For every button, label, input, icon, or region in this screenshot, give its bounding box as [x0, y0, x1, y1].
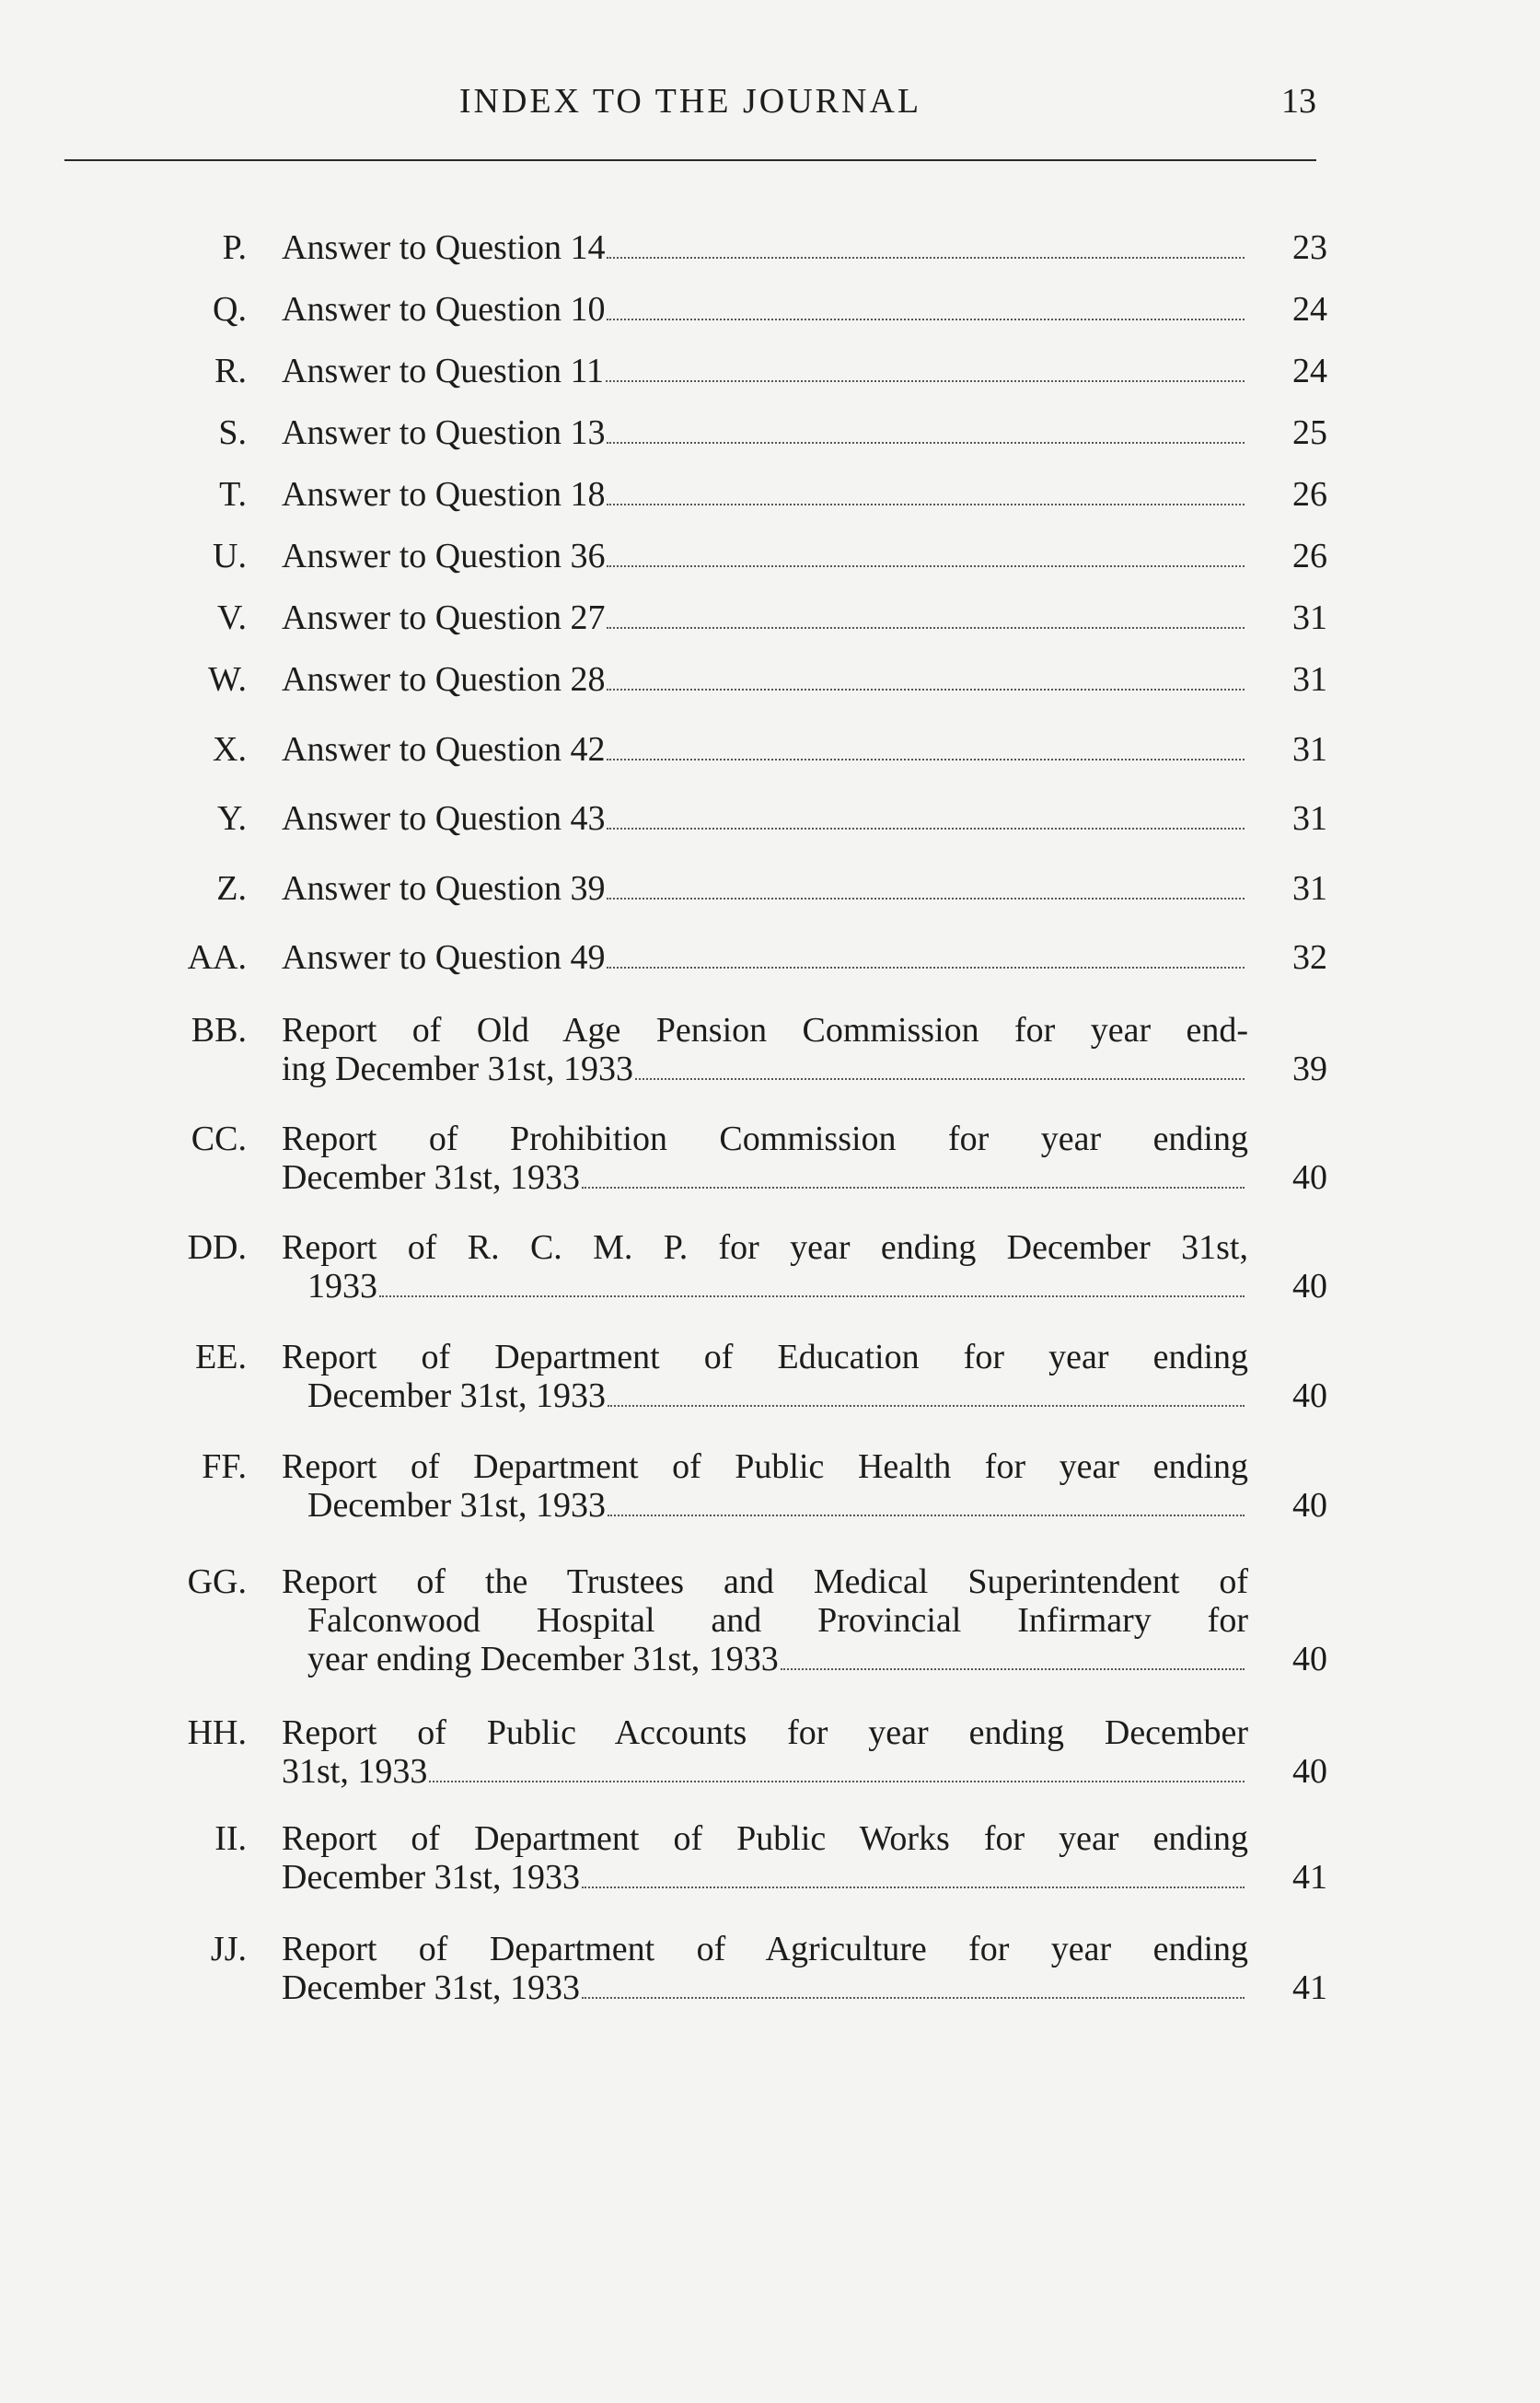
entry-line: Report of the Trustees and Medical Superintendent of [282, 1562, 1248, 1601]
entry-page-number: 40 [1292, 1376, 1327, 1415]
entry-description [282, 1338, 1248, 1415]
index-entry [0, 660, 1540, 699]
entry-description [282, 1011, 1248, 1088]
entry-description [282, 1447, 1248, 1525]
entry-text: Answer to Question 13 [282, 413, 606, 452]
index-entry [0, 938, 1540, 977]
entry-line [282, 1640, 1248, 1678]
dot-leader [781, 1667, 1245, 1670]
entry-page-number: 40 [1292, 1640, 1327, 1678]
entry-label: JJ. [210, 1930, 247, 1968]
entry-label: FF. [202, 1447, 247, 1486]
entry-description [282, 1819, 1248, 1897]
dot-leader [607, 688, 1245, 691]
entry-page-number: 41 [1292, 1858, 1327, 1897]
entry-label: T. [219, 475, 247, 514]
entry-line [282, 869, 1248, 908]
dot-leader [608, 1514, 1245, 1516]
page-header [64, 81, 1316, 136]
entry-label: Q. [213, 290, 247, 329]
entry-line [282, 730, 1248, 769]
entry-label: V. [216, 598, 247, 637]
entry-line [282, 1376, 1248, 1415]
entry-label: AA. [187, 938, 247, 977]
dot-leader [607, 256, 1245, 259]
entry-label: U. [213, 537, 247, 575]
entry-page-number: 32 [1292, 938, 1327, 977]
entry-description [282, 228, 1248, 267]
entry-description [282, 537, 1248, 575]
entry-label: DD. [187, 1228, 247, 1267]
entry-line [282, 413, 1248, 452]
dot-leader [607, 318, 1245, 320]
dot-leader [607, 827, 1245, 830]
index-entry [0, 1120, 1540, 1197]
entry-page-number: 31 [1292, 730, 1327, 769]
entry-text: Answer to Question 18 [282, 475, 606, 514]
entry-text: December 31st, 1933 [282, 1968, 580, 2007]
entry-line [282, 290, 1248, 329]
entry-description [282, 475, 1248, 514]
index-entry [0, 1562, 1540, 1678]
entry-label: W. [208, 660, 247, 699]
entry-line [282, 228, 1248, 267]
entry-label: CC. [191, 1120, 247, 1158]
dot-leader [606, 379, 1245, 382]
entry-line [282, 1752, 1248, 1791]
index-entry [0, 1228, 1540, 1306]
entry-line [282, 1486, 1248, 1525]
entry-label: GG. [187, 1562, 247, 1601]
entry-description [282, 413, 1248, 452]
entry-description [282, 1228, 1248, 1306]
index-entry [0, 598, 1540, 637]
entry-text: ing December 31st, 1933 [282, 1050, 634, 1088]
page-number: 13 [1281, 82, 1316, 121]
entry-line [282, 1858, 1248, 1897]
entry-text: 31st, 1933 [282, 1752, 428, 1791]
entry-text: Answer to Question 11 [282, 352, 605, 390]
index-entry [0, 1011, 1540, 1088]
entry-line: Falconwood Hospital and Provincial Infirmary for [307, 1601, 1248, 1640]
entry-text: Answer to Question 42 [282, 730, 606, 769]
dot-leader [429, 1780, 1245, 1782]
entry-label: BB. [191, 1011, 247, 1050]
entry-label: EE. [195, 1338, 247, 1376]
entry-description [282, 598, 1248, 637]
dot-leader [582, 1996, 1245, 1999]
dot-leader [607, 503, 1245, 505]
entry-line: Report of Old Age Pension Commission for year end- [282, 1011, 1248, 1050]
index-entry [0, 1819, 1540, 1897]
entry-page-number: 31 [1292, 799, 1327, 838]
entry-line: Report of Public Accounts for year ending December [282, 1713, 1248, 1752]
entry-page-number: 24 [1292, 290, 1327, 329]
index-entry [0, 1447, 1540, 1525]
entry-description [282, 1120, 1248, 1197]
entry-line: Report of R. C. M. P. for year ending December 31st, [282, 1228, 1248, 1267]
entry-page-number: 39 [1292, 1050, 1327, 1088]
dot-leader [607, 758, 1245, 760]
entry-line [282, 1267, 1248, 1306]
entry-description [282, 1930, 1248, 2007]
entry-page-number: 40 [1292, 1486, 1327, 1525]
entry-line [282, 799, 1248, 838]
dot-leader [582, 1186, 1245, 1189]
entry-line [282, 1158, 1248, 1197]
index-entry [0, 869, 1540, 908]
entry-text: Answer to Question 49 [282, 938, 606, 977]
entry-label: S. [218, 413, 247, 452]
entry-page-number: 24 [1292, 352, 1327, 390]
index-entry [0, 730, 1540, 769]
entry-text: year ending December 31st, 1933 [307, 1640, 779, 1678]
entry-description [282, 730, 1248, 769]
entry-text: December 31st, 1933 [282, 1858, 580, 1897]
entry-line [282, 475, 1248, 514]
entry-label: Y. [216, 799, 247, 838]
entry-description [282, 869, 1248, 908]
dot-leader [607, 441, 1245, 444]
entry-label: X. [213, 730, 247, 769]
dot-leader [607, 897, 1245, 900]
entry-text: December 31st, 1933 [282, 1158, 580, 1197]
entry-text: 1933 [307, 1267, 377, 1306]
index-entry [0, 475, 1540, 514]
dot-leader [608, 1404, 1245, 1407]
entry-line [282, 537, 1248, 575]
entry-text: December 31st, 1933 [307, 1376, 606, 1415]
entry-label: Z. [216, 869, 247, 908]
entry-line: Report of Department of Public Works for year ending [282, 1819, 1248, 1858]
entry-page-number: 31 [1292, 869, 1327, 908]
entry-page-number: 23 [1292, 228, 1327, 267]
entry-text: Answer to Question 14 [282, 228, 606, 267]
entry-line: Report of Prohibition Commission for year ending [282, 1120, 1248, 1158]
index-entry [0, 352, 1540, 390]
dot-leader [635, 1077, 1245, 1080]
entry-page-number: 31 [1292, 598, 1327, 637]
index-entry [0, 537, 1540, 575]
dot-leader [582, 1886, 1245, 1888]
entry-page-number: 40 [1292, 1267, 1327, 1306]
entry-line: Report of Department of Education for year ending [282, 1338, 1248, 1376]
dot-leader [607, 626, 1245, 629]
entry-line [282, 1050, 1248, 1088]
entry-page-number: 40 [1292, 1752, 1327, 1791]
page-title: INDEX TO THE JOURNAL [458, 82, 922, 121]
entry-line: Report of Department of Public Health for year ending [282, 1447, 1248, 1486]
entry-description [282, 799, 1248, 838]
index-entry [0, 413, 1540, 452]
entry-description [282, 1562, 1248, 1678]
entry-page-number: 41 [1292, 1968, 1327, 2007]
entry-text: Answer to Question 27 [282, 598, 606, 637]
entry-label: R. [214, 352, 247, 390]
entry-description [282, 352, 1248, 390]
index-entry [0, 1713, 1540, 1791]
entry-line [282, 1968, 1248, 2007]
entry-description [282, 938, 1248, 977]
entry-description [282, 290, 1248, 329]
header-rule [64, 159, 1316, 161]
entry-label: P. [222, 228, 247, 267]
dot-leader [607, 966, 1245, 969]
entry-line [282, 938, 1248, 977]
index-entry [0, 228, 1540, 267]
index-entry [0, 799, 1540, 838]
entry-text: Answer to Question 39 [282, 869, 606, 908]
entry-text: Answer to Question 36 [282, 537, 606, 575]
entry-text: December 31st, 1933 [307, 1486, 606, 1525]
entry-text: Answer to Question 28 [282, 660, 606, 699]
entry-line [282, 352, 1248, 390]
index-entry [0, 1930, 1540, 2007]
entry-label: II. [214, 1819, 247, 1858]
entry-page-number: 31 [1292, 660, 1327, 699]
entry-line [282, 598, 1248, 637]
entry-description [282, 1713, 1248, 1791]
entry-label: HH. [187, 1713, 247, 1752]
index-entry [0, 290, 1540, 329]
entry-text: Answer to Question 10 [282, 290, 606, 329]
entry-line: Report of Department of Agriculture for year ending [282, 1930, 1248, 1968]
dot-leader [379, 1294, 1245, 1297]
entry-page-number: 25 [1292, 413, 1327, 452]
index-entry [0, 1338, 1540, 1415]
entry-line [282, 660, 1248, 699]
entry-text: Answer to Question 43 [282, 799, 606, 838]
entry-page-number: 26 [1292, 475, 1327, 514]
entry-page-number: 26 [1292, 537, 1327, 575]
entry-description [282, 660, 1248, 699]
dot-leader [607, 564, 1245, 567]
entry-page-number: 40 [1292, 1158, 1327, 1197]
